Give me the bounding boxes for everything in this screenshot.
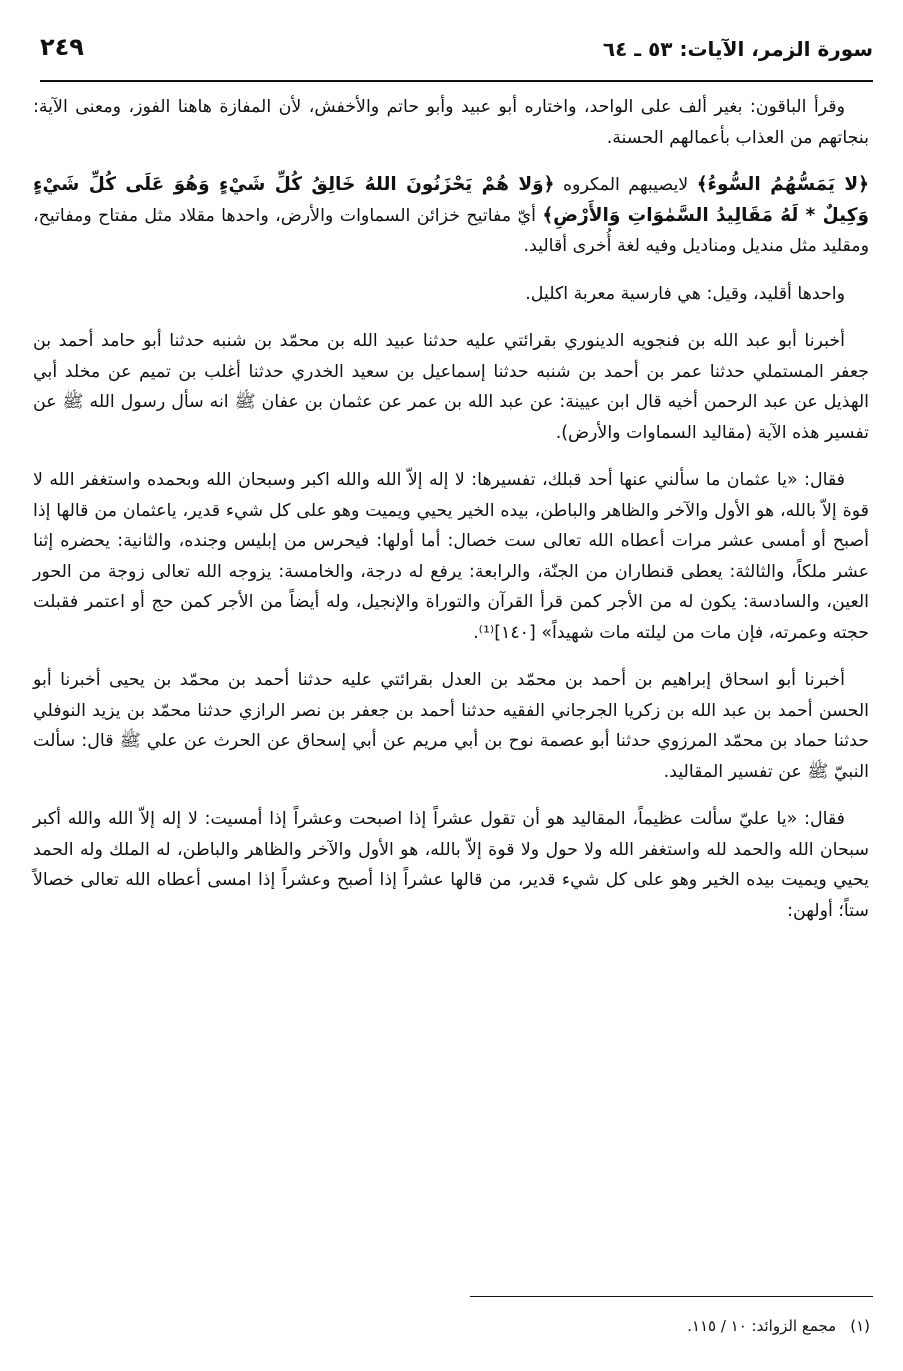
paragraph-reading: وقرأ الباقون: بغير ألف على الواحد، واختاره أبو عبيد وأبو حاتم والأخفش، لأن المفازة هاهنا الفوز، ومعنى الآية: بنجاتهم من العذاب بأعمالهم الحسنة. bbox=[33, 97, 869, 148]
footnote-text: مجمع الزوائد: ١٠ / ١١٥. bbox=[687, 1317, 837, 1335]
paragraph-plural-note: واحدها أقليد، وقيل: هي فارسية معربة اكليل. bbox=[525, 283, 845, 304]
main-text bbox=[33, 92, 869, 943]
running-head bbox=[40, 34, 873, 74]
paragraph-hadith-chain-2: أخبرنا أبو اسحاق إبراهيم بن أحمد بن محمّد بن العدل بقرائتي عليه حدثنا أحمد بن محمّد بن يحيى أخبرنا أبو الحسن أحمد بن عبد الله بن زكريا الجرجاني الفقيه حدثنا أحمد بن جعفر بن نصر الرازي حدثنا محمّد بن يزيد النوفلي حدثنا حماد بن محمّد المرزوي حدثنا أبو عصمة نوح بن أبي مريم عن أبي إسحاق عن الحرث عن علي ﷺ قال: سألت النبيّ ﷺ عن تفسير المقاليد. bbox=[33, 670, 869, 782]
header-divider bbox=[40, 80, 873, 82]
quran-quote: ﴿لا يَمَسُّهُمُ السُّوءُ﴾ bbox=[696, 174, 869, 195]
footnote-marker: (١) bbox=[850, 1317, 870, 1335]
paragraph-hadith-text-2: فقال: «يا عليّ سألت عظيماً، المقاليد هو أن تقول عشراً إذا اصبحت وعشراً إذا أمسيت: لا إله إلاّ الله والله أكبر سبحان الله والحمد لله واستغفر الله ولا حول ولا قوة إلاّ بالله، هو الأول والآخر والظاهر والباطن، له الملك وله الحمد يحيي ويميت بيده الخير وهو على كل شيء قدير، من قالها عشراً إذا أصبح وعشراً إذا امسى أعطاه الله تعالى خصالاً ستاً؛ أولهن: bbox=[33, 809, 869, 921]
paragraph-hadith-chain-1: أخبرنا أبو عبد الله بن فنجويه الدينوري بقرائتي عليه حدثنا عبيد الله بن محمّد بن شنبه حدثنا أبو حامد أحمد بن جعفر المستملي حدثنا عمر بن أحمد بن شنبه حدثنا إسماعيل بن سعيد الخدري حدثنا أغلب بن تميم عن مخلد أبي الهذيل عن عبد الرحمن أخيه قال ابن عيينة: عن عبد الله بن عمر عن عثمان بن عفان ﷺ انه سأل رسول الله ﷺ عن تفسير هذه الآية (مقاليد السماوات والأرض). bbox=[33, 331, 869, 443]
chapter-title: سورة الزمر، الآيات: ٥٣ ـ ٦٤ bbox=[602, 37, 873, 61]
footnote bbox=[40, 1314, 870, 1338]
page-number: ٢٤٩ bbox=[40, 33, 84, 61]
footnote-divider bbox=[470, 1296, 873, 1297]
quran-quote: ﴿وَلا هُمْ يَحْزَنُونَ اللهُ خَالِقُ كُلِّ شَيْءٍ وَهُوَ عَلَى كُلِّ شَيْءٍ وَكِيلٌ * لَهُ مَقَالِيدُ السَّمٰوَاتِ وَالأَرْضِ﴾ bbox=[33, 174, 869, 226]
paragraph-verse-commentary bbox=[33, 170, 869, 262]
commentary-text: أيّ مفاتيح خزائن السماوات والأرض، واحدها مقلاد مثل مفتاح ومفاتيح، ومقليد مثل منديل ومناديل وفيه لغة أُخرى أقاليد. bbox=[33, 205, 869, 256]
commentary-text: لايصيبهم المكروه bbox=[554, 175, 697, 195]
paragraph-hadith-text-1: فقال: «يا عثمان ما سألني عنها أحد قبلك، تفسيرها: لا إله إلاّ الله والله اكبر وسبحان الله وبحمده واستغفر الله لا قوة إلاّ بالله، هو الأول والآخر والظاهر والباطن، بيده الخير يحيي ويميت وهو على كل شيء قدير، ياعثمان من قالها إذا أصبح أو أمسى عشر مرات أعطاه الله تعالى ست خصال: أما أولها: فيحرس من إبليس وجنده، والثانية: يحضره إثنا عشر ملكاً، والثالثة: يعطى قنطاران من الجنّة، والرابعة: يرفع له درجة، والخامسة: يزوجه الله تعالى زوجة من الحور العين، والسادسة: يكون له من الأجر كمن قرأ القرآن والتوراة والإنجيل، وله أيضاً من الأجر كمن حج أو اعتمر فقبلت حجته وعمرته، فإن مات من ليلته مات شهيداً» [١٤٠]⁽¹⁾. bbox=[33, 470, 869, 643]
